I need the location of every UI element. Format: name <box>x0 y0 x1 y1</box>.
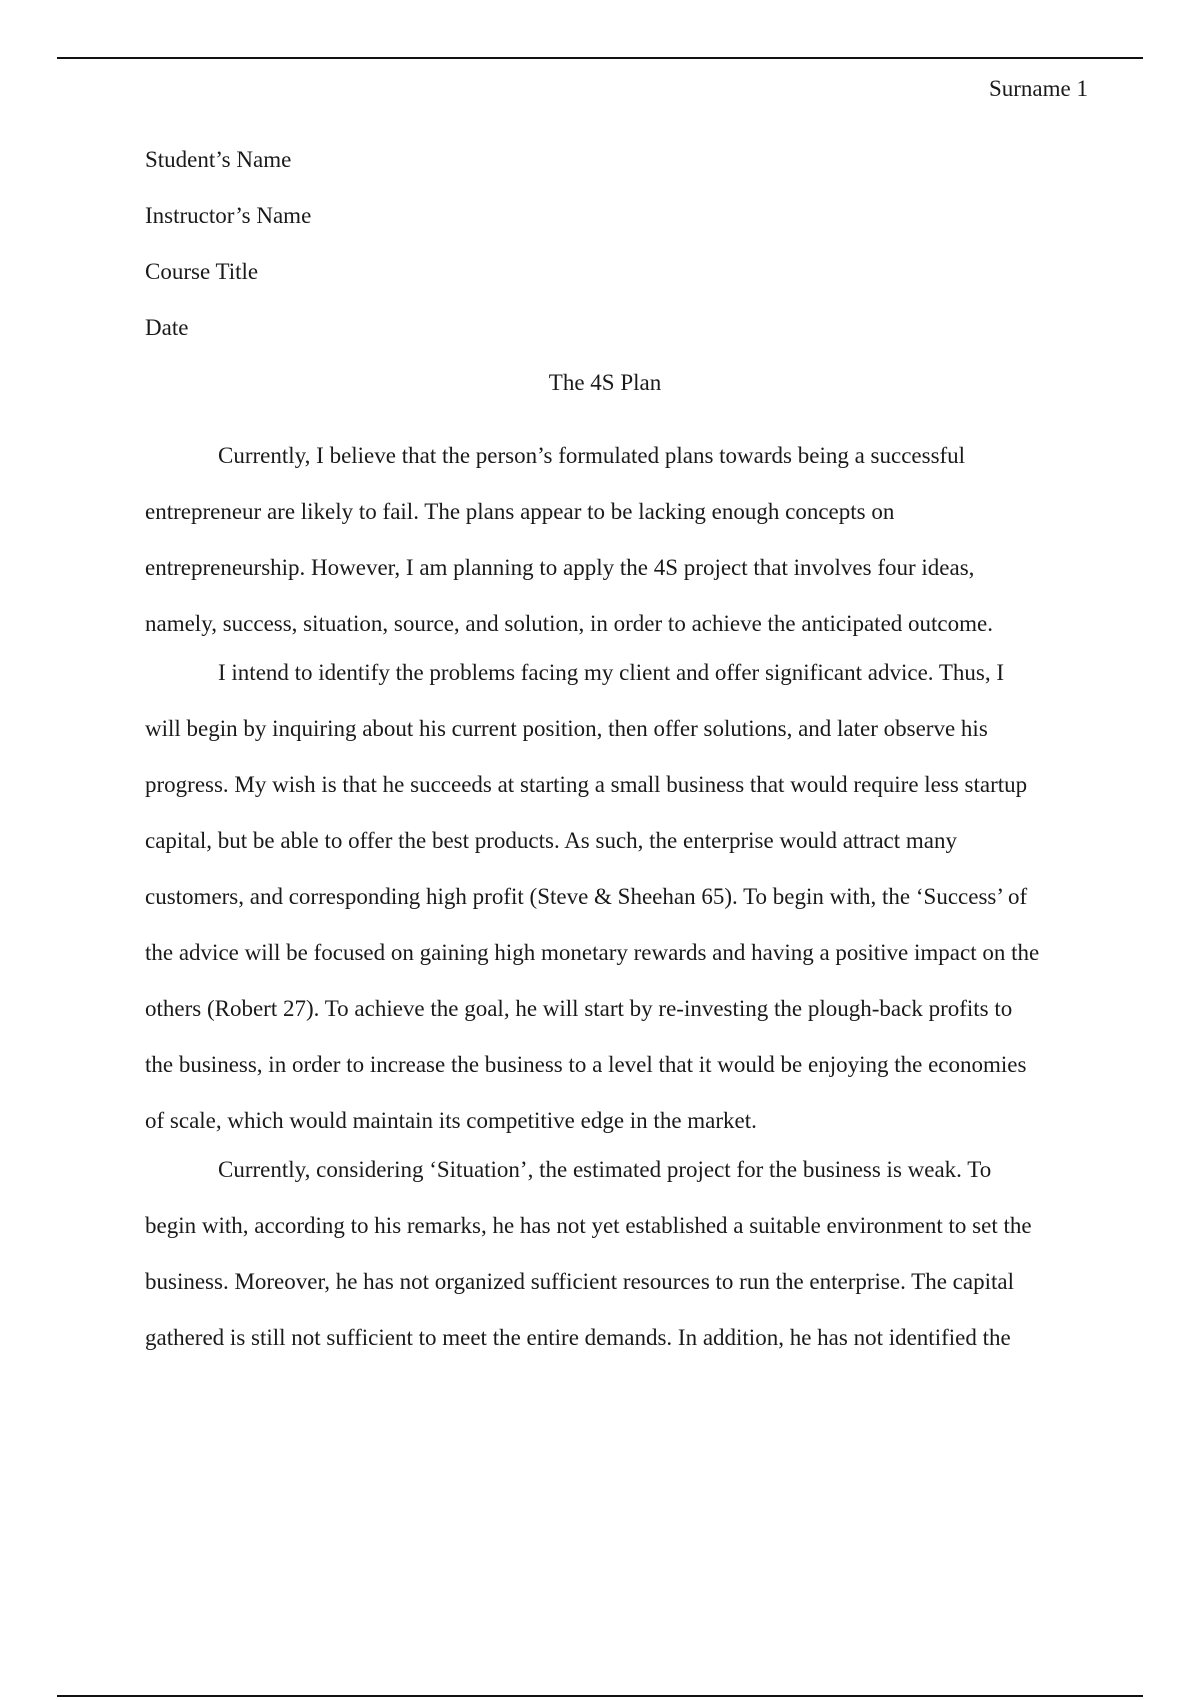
mla-heading-block <box>145 145 1065 369</box>
paragraph-2 <box>145 658 1085 1136</box>
text-line: the advice will be focused on gaining high monetary rewards and having a positive impact on the <box>145 940 1040 965</box>
text-line: others (Robert 27). To achieve the goal, he will start by re-investing the plough-back profits to <box>145 996 1013 1021</box>
text-line: gathered is still not sufficient to meet the entire demands. In addition, he has not identified the <box>145 1325 1011 1350</box>
text-line: entrepreneurship. However, I am planning to apply the 4S project that involves four ideas, <box>145 555 975 580</box>
text-line: will begin by inquiring about his current position, then offer solutions, and later observe his <box>145 716 988 741</box>
running-header: Surname 1 <box>988 76 1088 101</box>
text-line: namely, success, situation, source, and solution, in order to achieve the anticipated outcome. <box>145 611 993 636</box>
text-line: I intend to identify the problems facing my client and offer significant advice. Thus, I <box>218 660 1005 685</box>
text-line: begin with, according to his remarks, he has not yet established a suitable environment to set the <box>145 1213 1032 1238</box>
date: Date <box>145 315 189 340</box>
text-line: progress. My wish is that he succeeds at starting a small business that would require less startup <box>145 772 1028 797</box>
paragraph-3 <box>145 1155 1085 1353</box>
text-line: the business, in order to increase the business to a level that it would be enjoying the economies <box>145 1052 1027 1077</box>
paragraph-1 <box>145 441 1085 639</box>
text-line: entrepreneur are likely to fail. The plans appear to be lacking enough concepts on <box>145 499 895 524</box>
student-name: Student’s Name <box>145 147 292 172</box>
page-bottom-rule <box>57 1695 1143 1697</box>
body-text <box>145 441 1085 1372</box>
course-title: Course Title <box>145 259 259 284</box>
text-line: Currently, considering ‘Situation’, the estimated project for the business is weak. To <box>218 1157 992 1182</box>
text-line: customers, and corresponding high profit (Steve & Sheehan 65). To begin with, the ‘Success’ of <box>145 884 1028 909</box>
text-line: capital, but be able to offer the best products. As such, the enterprise would attract many <box>145 828 957 853</box>
text-line: Currently, I believe that the person’s formulated plans towards being a successful <box>218 443 966 468</box>
page-top-rule <box>57 57 1143 59</box>
document-title: The 4S Plan <box>548 370 662 395</box>
text-line: of scale, which would maintain its competitive edge in the market. <box>145 1108 757 1133</box>
text-line: business. Moreover, he has not organized sufficient resources to run the enterprise. The capital <box>145 1269 1014 1294</box>
instructor-name: Instructor’s Name <box>145 203 312 228</box>
